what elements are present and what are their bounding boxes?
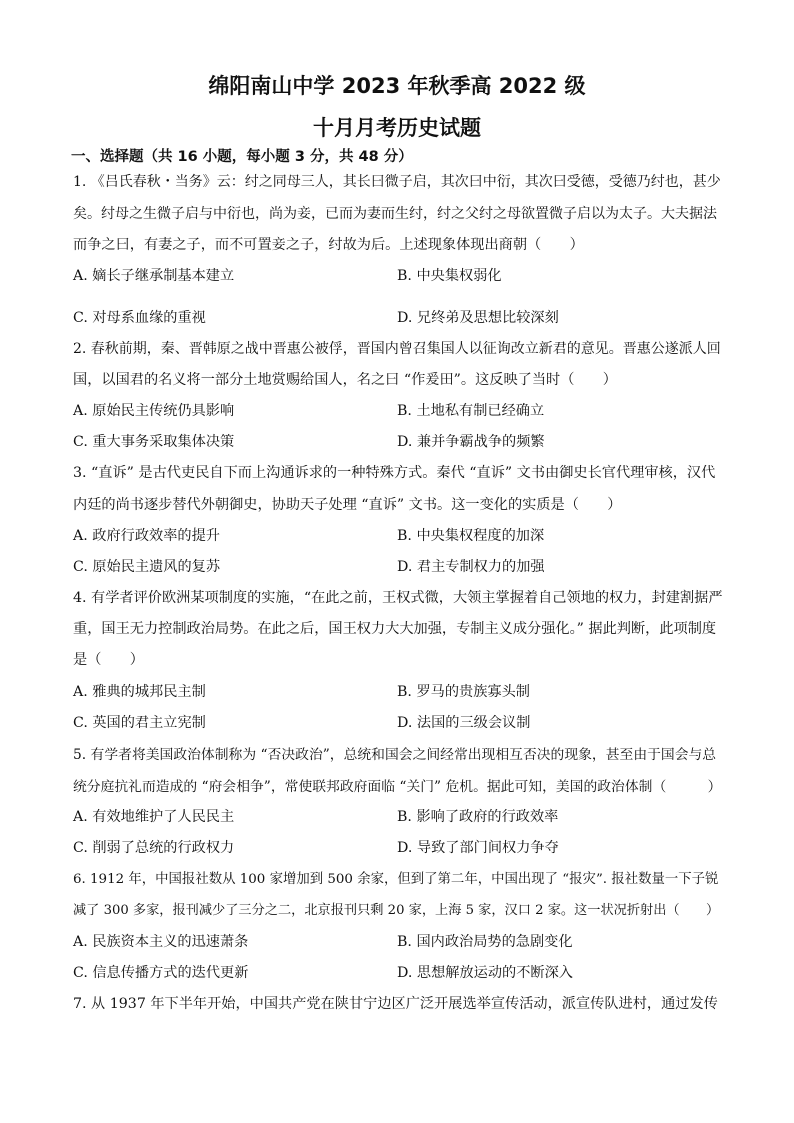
question-3-option-d: D. 君主专制权力的加强 xyxy=(397,559,545,575)
question-1-option-a: A. 嫡长子继承制基本建立 xyxy=(73,268,235,284)
question-4-option-c: C. 英国的君主立宪制 xyxy=(73,715,206,731)
question-2-line-2: 国，以国君的名义将一部分土地赏赐给国人，名之曰 “作爰田”。这反映了当时（ ） xyxy=(73,372,617,388)
question-5-line-1: 5. 有学者将美国政治体制称为 “否决政治”，总统和国会之间经常出现相互否决的现象，甚至由于国会与总 xyxy=(73,747,717,763)
question-1-option-d: D. 兄终弟及思想比较深刻 xyxy=(397,310,559,326)
question-4-line-1: 4. 有学者评价欧洲某项制度的实施，“在此之前，王权式微，大领主掌握着自己领地的权力，封建割据严 xyxy=(73,590,723,606)
question-4-option-d: D. 法国的三级会议制 xyxy=(397,715,531,731)
question-6-line-1: 6. 1912 年，中国报社数从 100 家增加到 500 余家，但到了第二年，中国出现了 “报灾”. 报社数量一下子锐 xyxy=(73,872,719,887)
question-1-line-1: 1. 《吕氏春秋・当务》云：纣之同母三人，其长曰微子启，其次曰中衍，其次曰受德，受德乃纣也，甚少 xyxy=(73,174,721,190)
question-4-option-a: A. 雅典的城邦民主制 xyxy=(73,684,206,700)
question-2-option-c: C. 重大事务采取集体决策 xyxy=(73,434,235,450)
question-5-line-2: 统分庭抗礼而造成的 “府会相争”，常使联邦政府面临 “关门” 危机。据此可知，美国的政治体制（ ） xyxy=(73,779,722,795)
question-1-line-2: 矣。纣母之生微子启与中衍也，尚为妾，已而为妻而生纣，纣之父纣之母欲置微子启以为太子。大夫据法 xyxy=(73,206,717,222)
question-3-option-c: C. 原始民主遗风的复苏 xyxy=(73,559,221,575)
question-6-option-c: C. 信息传播方式的迭代更新 xyxy=(73,965,249,981)
question-6-line-2: 减了 300 多家，报刊减少了三分之二，北京报刊只剩 20 家，上海 5 家，汉口 2 家。这一状况折射出（ ） xyxy=(73,903,720,918)
question-4-line-2: 重，国王无力控制政治局势。在此之后，国王权力大大加强，专制主义成分强化。” 据此判断，此项制度 xyxy=(73,621,717,637)
question-5-option-c: C. 削弱了总统的行政权力 xyxy=(73,840,235,856)
question-6-option-d: D. 思想解放运动的不断深入 xyxy=(397,965,573,981)
question-1-option-c: C. 对母系血缘的重视 xyxy=(73,310,206,326)
question-7-line-1: 7. 从 1937 年下半年开始，中国共产党在陕甘宁边区广泛开展选举宣传活动，派宣传队进村，通过发传 xyxy=(73,996,718,1012)
exam-title: 绵阳南山中学 2023 年秋季高 2022 级 xyxy=(208,74,586,98)
question-6-option-a: A. 民族资本主义的迅速萧条 xyxy=(73,934,249,950)
question-4-line-3: 是（ ） xyxy=(73,652,144,668)
question-5-option-a: A. 有效地维护了人民民主 xyxy=(73,809,235,825)
exam-subtitle: 十月月考历史试题 xyxy=(313,116,481,140)
question-1-line-3: 而争之曰，有妻之子，而不可置妾之子，纣故为后。上述现象体现出商朝（ ） xyxy=(73,237,584,253)
section-heading: 一、选择题（共 16 小题，每小题 3 分，共 48 分） xyxy=(71,149,413,165)
question-5-option-b: B. 影响了政府的行政效率 xyxy=(397,809,559,825)
question-2-option-a: A. 原始民主传统仍具影响 xyxy=(73,403,235,419)
question-4-option-b: B. 罗马的贵族寡头制 xyxy=(397,684,530,700)
question-2-option-b: B. 土地私有制已经确立 xyxy=(397,403,545,419)
question-2-option-d: D. 兼并争霸战争的频繁 xyxy=(397,434,545,450)
question-3-option-b: B. 中央集权程度的加深 xyxy=(397,528,545,544)
question-2-line-1: 2. 春秋前期，秦、晋韩原之战中晋惠公被俘，晋国内曾召集国人以征询改立新君的意见。晋惠公遂派人回 xyxy=(73,341,721,357)
question-3-option-a: A. 政府行政效率的提升 xyxy=(73,528,220,544)
question-3-line-2: 内廷的尚书逐步替代外朝御史，协助天子处理 “直诉” 文书。这一变化的实质是（ ） xyxy=(73,497,622,513)
question-5-option-d: D. 导致了部门间权力争夺 xyxy=(397,840,559,856)
question-1-option-b: B. 中央集权弱化 xyxy=(397,268,502,284)
question-6-option-b: B. 国内政治局势的急剧变化 xyxy=(397,934,573,950)
question-3-line-1: 3. “直诉” 是古代吏民自下而上沟通诉求的一种特殊方式。秦代 “直诉” 文书由御史长官代理审核，汉代 xyxy=(73,465,716,481)
